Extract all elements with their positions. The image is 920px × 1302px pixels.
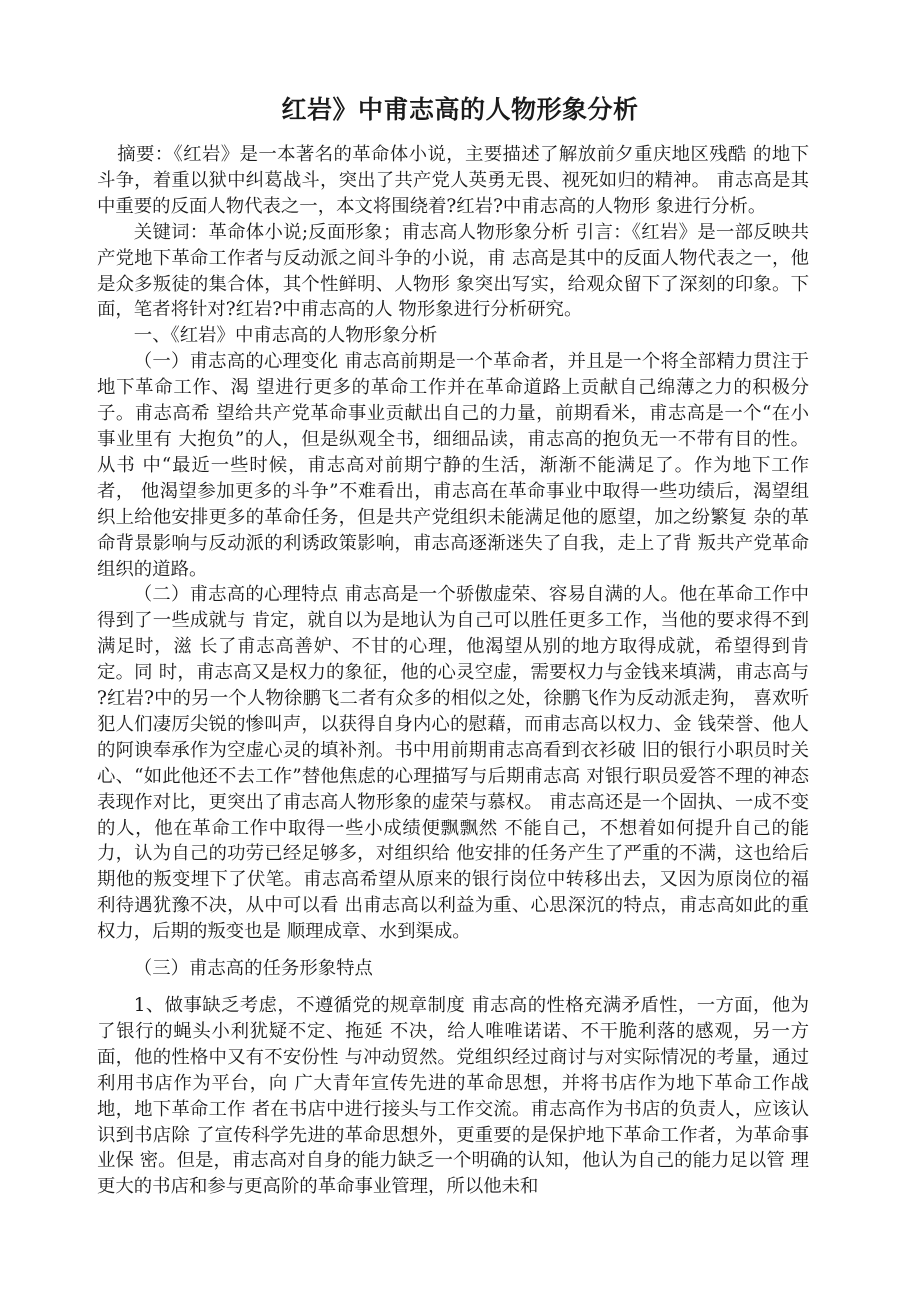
paragraph-item-1: 1、做事缺乏考虑，不遵循党的规章制度 甫志高的性格充满矛盾性，一方面，他为了银行的蝇头小利犹疑不定、拖延 不决，给人唯唯诺诺、不干脆利落的感观，另一方面，他的性格中又有不安份性 与冲动贸然。党组织经过商讨与对实际情况的考量，通过利用书店作为平台，向 广大青年宣传先进的革命思想，并将书店作为地下革命工作战地，地下革命工作 者在书店中进行接头与工作交流。甫志高作为书店的负责人，应该认识到书店除 了宣传科学先进的革命思想外，更重要的是保护地下革命工作者，为革命事业保 密。但是，甫志高对自身的能力缺乏一个明确的认知，他认为自己的能力足以管 理更大的书店和参与更高阶的革命事业管理，所以他未和 [97,995,809,1198]
paragraph-subsection-1: （一）甫志高的心理变化 甫志高前期是一个革命者，并且是一个将全部精力贯注于地下革命工作、渴 望进行更多的革命工作并在革命道路上贡献自己绵薄之力的积极分子。甫志高希 望给共产党革命事业贡献出自己的力量，前期看米，甫志高是一个“在小事业里有 大抱负”的人，但是纵观全书，细细品读，甫志高的抱负无一不带有目的性。从书 中“最近一些时候，甫志高对前期宁静的生活，渐渐不能满足了。作为地下工作者， 他渴望参加更多的斗争”不难看出，甫志高在革命事业中取得一些功绩后，渴望组 织上给他安排更多的革命任务，但是共产党组织未能满足他的愿望，加之纷繁复 杂的革命背景影响与反动派的利诱政策影响，甫志高逐渐迷失了自我，走上了背 叛共产党革命组织的道路。 [97,351,809,580]
paragraph-keywords-intro: 关键词：革命体小说;反面形象；甫志高人物形象分析 引言：《红岩》是一部反映共产党地下革命工作者与反动派之间斗争的小说，甫 志高是其中的反面人物代表之一，他是众多叛徒的集合体，其个性鲜明、人物形 象突出写实，给观众留下了深刻的印象。下面，笔者将针对?红岩?中甫志高的人 物形象进行分析研究。 [97,221,809,321]
document-body [97,142,809,1200]
page-title: 红岩》中甫志高的人物形象分析 [281,94,639,124]
heading-subsection-3: （三）甫志高的任务形象特点 [133,958,373,980]
paragraph-subsection-2: （二）甫志高的心理特点 甫志高是一个骄傲虚荣、容易自满的人。他在革命工作中得到了一些成就与 肯定，就自以为是地认为自己可以胜任更多工作，当他的要求得不到满足时，滋 长了甫志高善妒、不甘的心理，他渴望从别的地方取得成就，希望得到肯定。同 时，甫志高又是权力的象征，他的心灵空虚，需要权力与金钱来填满，甫志高与 ?红岩?中的另一个人物徐鹏飞二者有众多的相似之处，徐鹏飞作为反动派走狗， 喜欢听犯人们凄厉尖锐的惨叫声，以获得自身内心的慰藉，而甫志高以权力、金 钱荣誉、他人的阿谀奉承作为空虚心灵的填补剂。书中用前期甫志高看到衣衫破 旧的银行小职员时关心、“如此他还不去工作”替他焦虑的心理描写与后期甫志高 对银行职员爱答不理的神态表现作对比，更突出了甫志高人物形象的虚荣与慕权。 甫志高还是一个固执、一成不变的人，他在革命工作中取得一些小成绩便飘飘然 不能自己，不想着如何提升自己的能力，认为自己的功劳已经足够多，对组织给 他安排的任务产生了严重的不满，这也给后期他的叛变埋下了伏笔。甫志高希望从原来的银行岗位中转移出去，又因为原岗位的福利待遇犹豫不决，从中可以看 出甫志高以利益为重、心思深沉的特点，甫志高如此的重权力，后期的叛变也是 顺理成章、水到渠成。 [97,584,809,943]
heading-section-1: 一、《红岩》中甫志高的人物形象分析 [133,325,438,347]
paragraph-abstract: 摘要：《红岩》是一本著名的革命体小说，主要描述了解放前夕重庆地区残酷 的地下斗争，着重以狱中纠葛战斗，突出了共产党人英勇无畏、视死如归的精神。 甫志高是其中重要的反面人物代表之一，本文将围绕着?红岩?中甫志高的人物形 象进行分析。 [97,144,809,217]
